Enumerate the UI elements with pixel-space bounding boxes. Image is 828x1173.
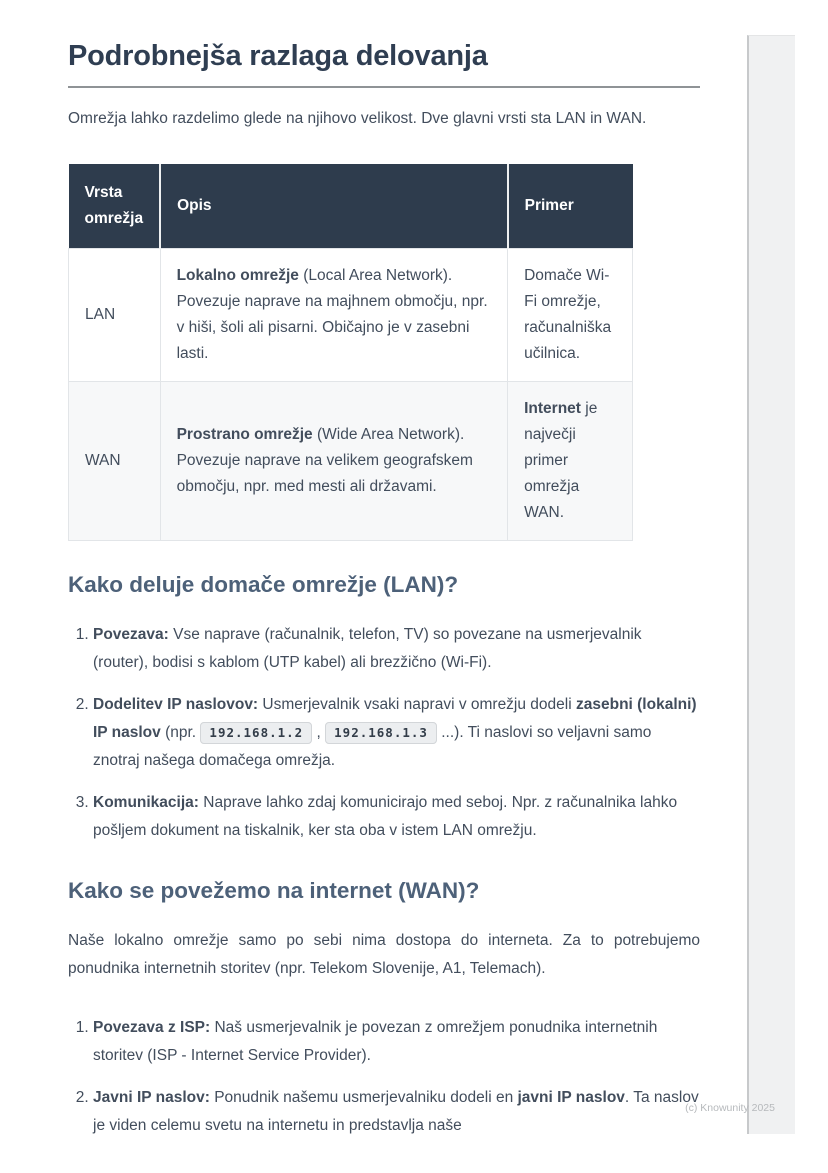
- table-row-wan: [69, 382, 633, 541]
- scrollbar-track[interactable]: [747, 35, 795, 1134]
- list-item: 1. Povezava: Vse naprave (računalnik, telefon, TV) so povezane na usmerjevalnik (router), bodisi s kablom (UTP kabel) ali brezžično (Wi-Fi).: [93, 621, 700, 677]
- cell-network-type: WAN: [69, 382, 161, 541]
- table-header-vrsta-omrezja: Vrsta omrežja: [69, 164, 161, 249]
- wan-intro-paragraph: Naše lokalno omrežje samo po sebi nima dostopa do interneta. Za to potrebujemo ponudnika internetnih storitev (npr. Telekom Slovenije, A1, Telemach).: [68, 932, 700, 977]
- table-header-opis: Opis: [160, 164, 508, 249]
- intro-paragraph: Omrežja lahko razdelimo glede na njihovo velikost. Dve glavni vrsti sta LAN in WAN.: [68, 110, 647, 127]
- lan-steps-list: [68, 621, 700, 845]
- cell-example: Internet je največji primer omrežja WAN.: [508, 382, 633, 541]
- inline-code: 192.168.1.2: [200, 722, 312, 744]
- cell-network-type: LAN: [69, 249, 161, 382]
- network-types-table: [68, 164, 633, 541]
- document-content: [68, 40, 700, 1173]
- title-divider: [68, 86, 700, 88]
- watermark: (c) Knowunity 2025: [685, 1102, 775, 1114]
- list-item: 3. Komunikacija: Naprave lahko zdaj komunicirajo med seboj. Npr. z računalnika lahko pošljem dokument na tiskalnik, ker sta oba v istem LAN omrežju.: [93, 789, 700, 845]
- table-row-lan: [69, 249, 633, 382]
- cell-example: Domače Wi-Fi omrežje, računalniška učilnica.: [508, 249, 633, 382]
- list-item: 2. Dodelitev IP naslovov: Usmerjevalnik vsaki napravi v omrežju dodeli zasebni (lokalni) IP naslov (npr. 192.168.1.2 , 192.168.1.3 ...). Ti naslovi so veljavni samo znotraj našega domačega omrežja.: [93, 691, 700, 775]
- list-item: 2. Javni IP naslov: Ponudnik našemu usmerjevalniku dodeli en javni IP naslov. Ta naslov je viden celemu svetu na internetu in predstavlja naše: [93, 1084, 700, 1140]
- table-header-primer: Primer: [508, 164, 633, 249]
- list-item: 1. Povezava z ISP: Naš usmerjevalnik je povezan z omrežjem ponudnika internetnih storitev (ISP - Internet Service Provider).: [93, 1014, 700, 1070]
- page-title: Podrobnejša razlaga delovanja: [68, 40, 488, 72]
- cell-description: Prostrano omrežje (Wide Area Network). Povezuje naprave na velikem geografskem območju, npr. med mesti ali državami.: [160, 382, 508, 541]
- section-heading-lan: Kako deluje domače omrežje (LAN)?: [68, 572, 459, 597]
- cell-description: Lokalno omrežje (Local Area Network). Povezuje naprave na majhnem območju, npr. v hiši, šoli ali pisarni. Običajno je v zasebni lasti.: [160, 249, 508, 382]
- table-header-row: [69, 164, 633, 249]
- section-heading-wan: Kako se povežemo na internet (WAN)?: [68, 878, 480, 903]
- wan-steps-list: [68, 1014, 700, 1140]
- inline-code: 192.168.1.3: [325, 722, 437, 744]
